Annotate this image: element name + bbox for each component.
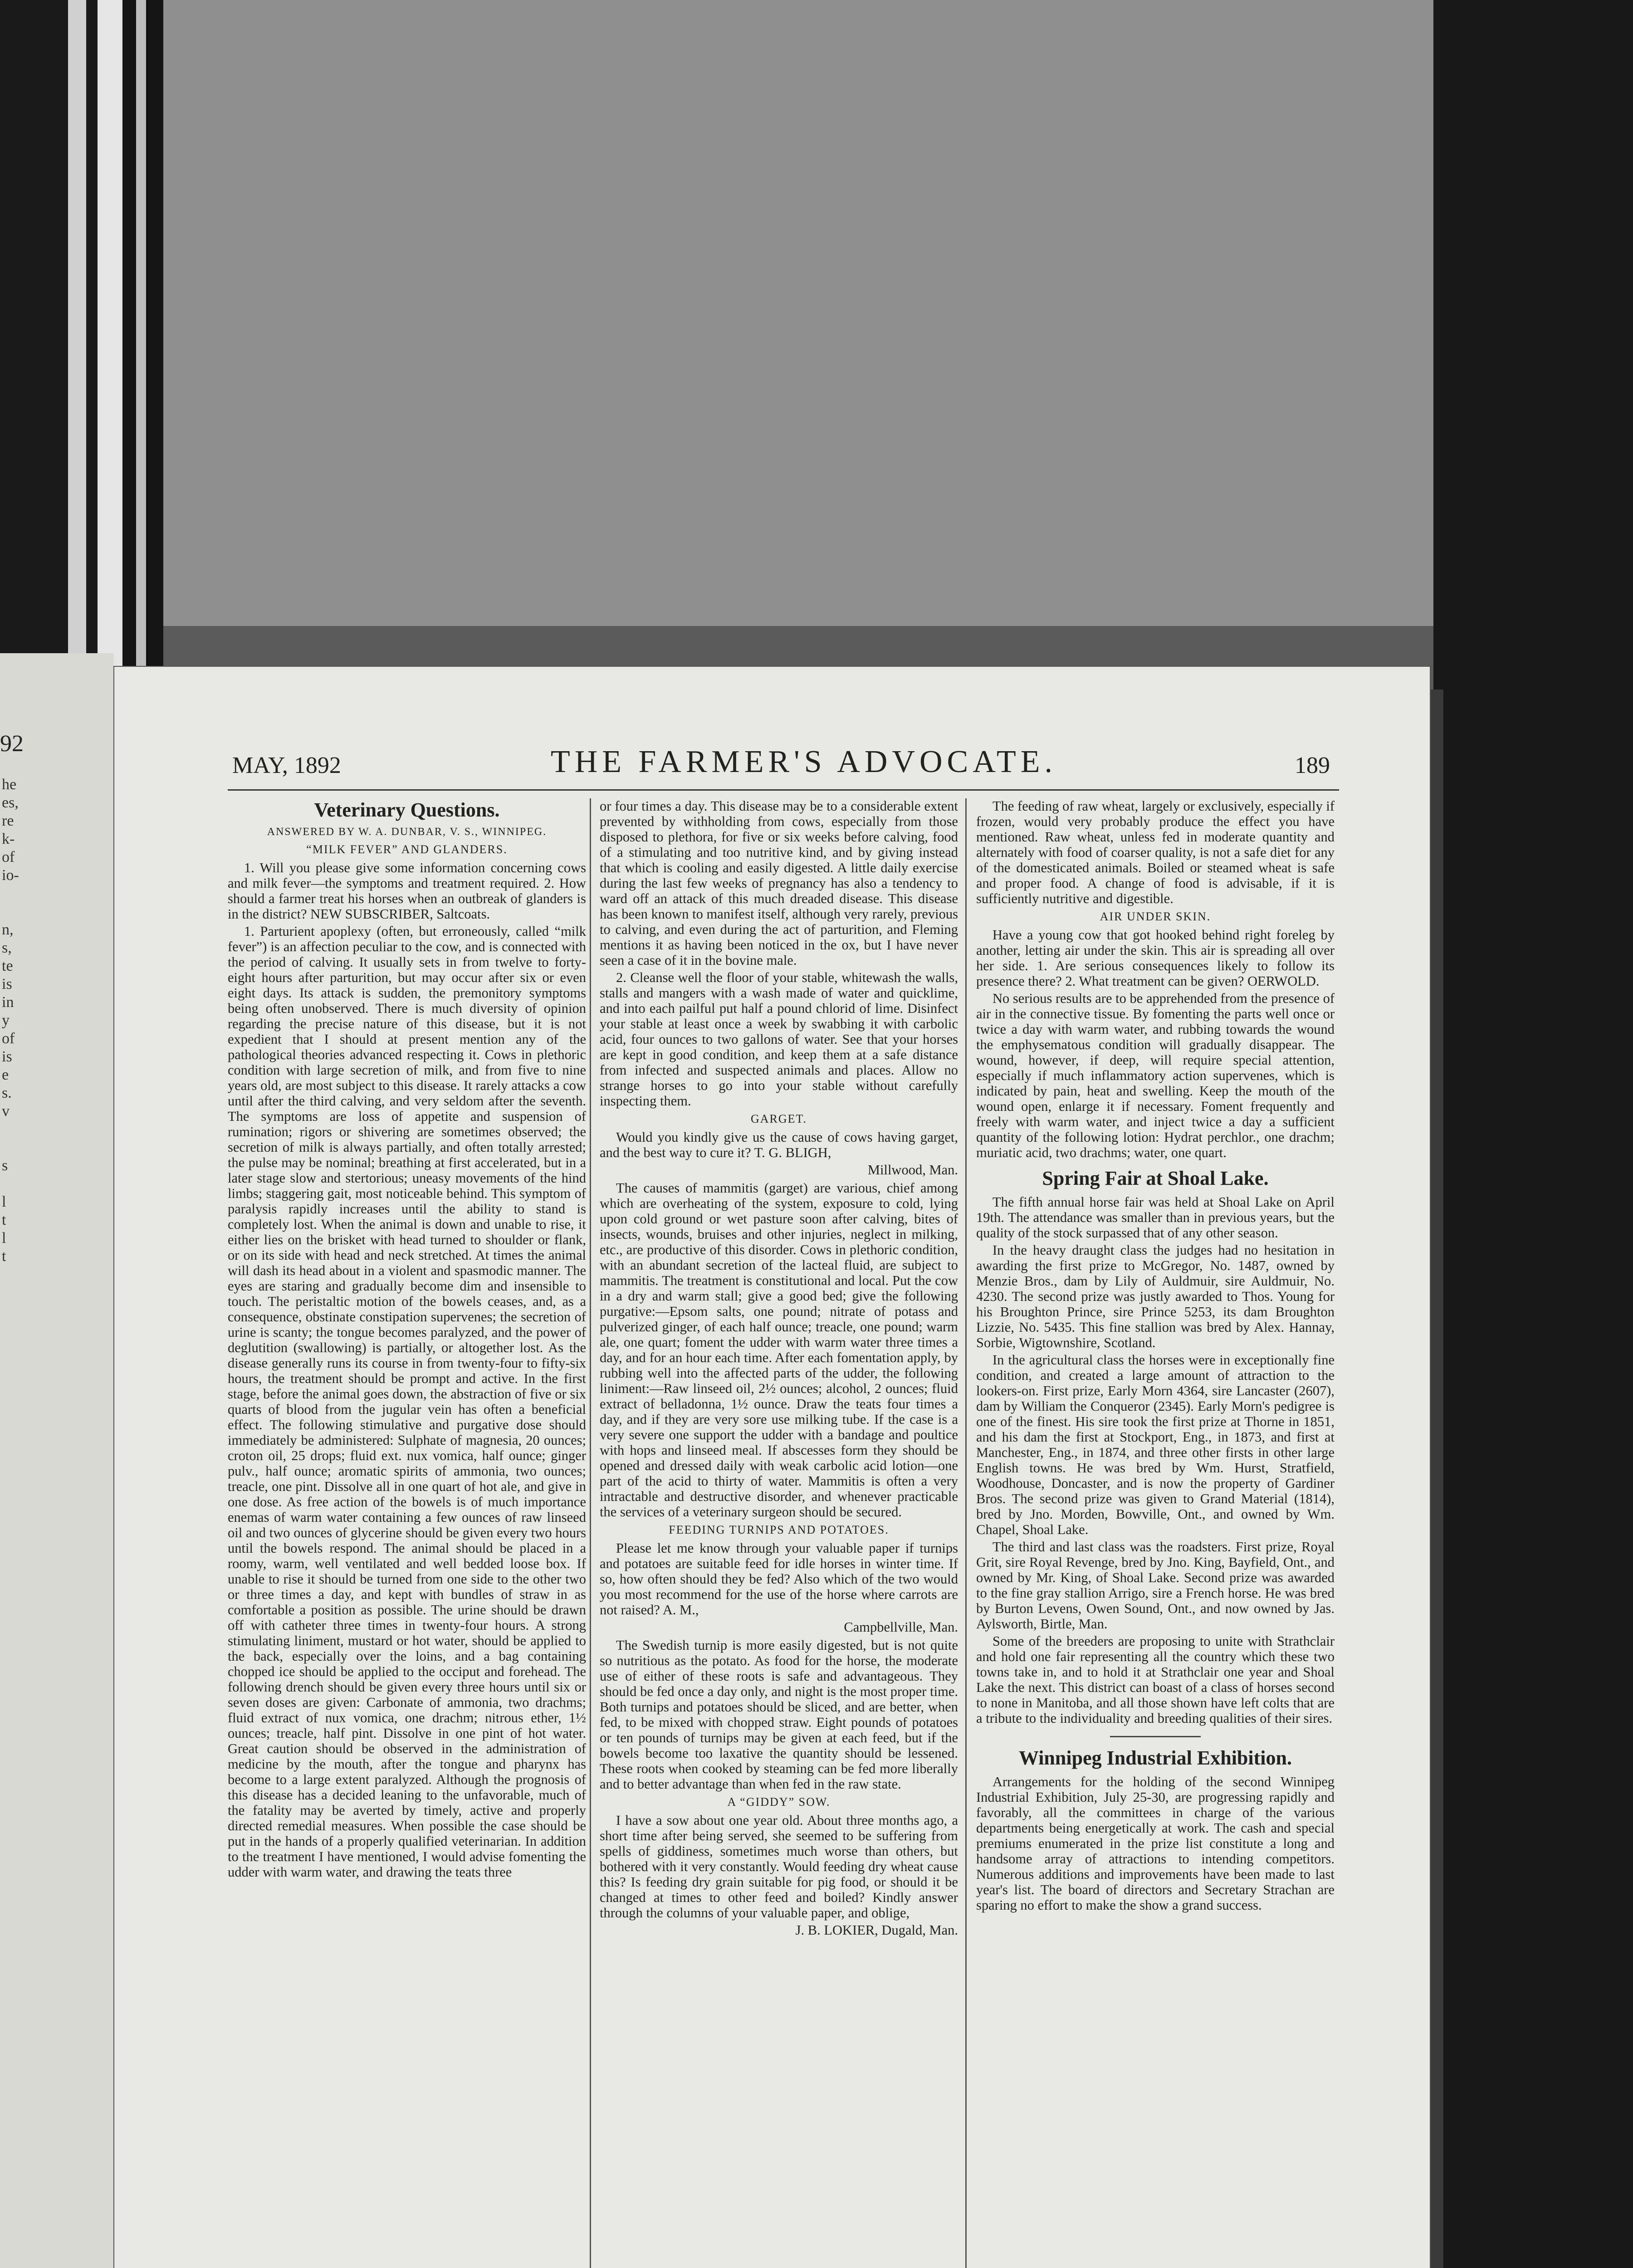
shoal-lake-paragraph: The fifth annual horse fair was held at Shoal Lake on April 19th. The attendance was smaller than in previous years, but the quality of the stock surpassed that of any other season.: [976, 1194, 1335, 1241]
previous-page-fragment: l: [2, 1230, 6, 1246]
previous-page-fragment: y: [2, 1012, 10, 1029]
previous-page-fragment: of: [2, 1030, 15, 1047]
continued-paragraph: or four times a day. This disease may be to a considerable extent prevented by withholding from cows, especially from those disposed to plethora, for five or six weeks before calving, food of a stimulating and too nutritive kind, and by giving instead that which is cooling and easily digested. A little daily exercise during the last few weeks of pregnancy has also a tendency to ward off an attack of this much dreaded disease. This disease has been known to manifest itself, although very rarely, previous to calving, and even during the act of parturition, and Fleming mentions it as having been noticed in the ox, but I have never seen a case of it in the bovine male.: [600, 798, 958, 968]
scan-background-right: [1433, 0, 1633, 2268]
column-divider: [965, 798, 967, 2268]
previous-page-fragment: k-: [2, 831, 15, 847]
shoal-lake-paragraph: In the agricultural class the horses were in exceptionally fine condition, and created a large amount of attraction to the lookers-on. First prize, Early Morn 4364, sire Lancaster (2607), dam by William the Conqueror (2345). Early Morn's pedigree is one of the finest. His sire took the first prize at Thorne in 1851, and his dam the first at Stockport, Eng., in 1873, and first at Manchester, Eng., in 1874, and three other firsts in other large English towns. He was bred by Wm. Hurst, Stratfield, Woodhouse, Doncaster, and is now the property of Gardiner Bros. The second prize was given to Grand Material (1814), bred by Jno. Morden, Bowville, Ont., and owned by Wm. Chapel, Shoal Lake.: [976, 1352, 1335, 1537]
previous-page-fragment: e: [2, 1066, 9, 1083]
masthead-title: THE FARMER'S ADVOCATE.: [550, 744, 1057, 779]
newspaper-page: [114, 667, 1430, 2268]
page-number: 189: [1295, 753, 1330, 778]
subheading-turnips: FEEDING TURNIPS AND POTATOES.: [669, 1523, 889, 1536]
previous-page-fragment: [2, 1139, 29, 1157]
subheading-milk-fever: “MILK FEVER” AND GLANDERS.: [306, 843, 508, 856]
garget-question: Would you kindly give us the cause of cows having garget, and the best way to cure it? T. G. BLIGH,: [600, 1129, 958, 1160]
issue-date: MAY, 1892: [232, 753, 341, 778]
previous-page-fragment: re: [2, 812, 14, 829]
previous-page-fragment: is: [2, 1048, 12, 1065]
section-divider: [1110, 1736, 1201, 1737]
column-1: [228, 798, 586, 2268]
previous-page-text-fragments: [2, 776, 29, 1266]
previous-page-fragment: n,: [2, 921, 14, 938]
sow-signature: J. B. LOKIER, Dugald, Man.: [795, 1922, 958, 1938]
previous-page-fragment: [2, 885, 29, 903]
column-divider: [590, 798, 591, 2268]
previous-page-fragment: l: [2, 1193, 6, 1210]
previous-page-fragment: [2, 903, 29, 921]
subheading-air-under-skin: AIR UNDER SKIN.: [1100, 910, 1211, 923]
shoal-lake-paragraph: Some of the breeders are proposing to unite with Strathclair and hold one fair representing all the country which these two towns take in, and to hold it at Strathclair one year and Shoal Lake the next. This district can boast of a class of horses second to none in Manitoba, and all those shown have left colts that are a tribute to the individuality and breeding qualities of their sires.: [976, 1633, 1335, 1726]
section-heading-winnipeg-exhibition: Winnipeg Industrial Exhibition.: [1019, 1747, 1292, 1769]
glanders-answer: 2. Cleanse well the floor of your stable, whitewash the walls, stalls and mangers with a wash made of water and quicklime, and into each pailful put half a pound chlorid of lime. Disinfect your stable at least once a week by swabbing it with carbolic acid, four ounces to two gallons of water. See that your horses are kept in good condition, and keep them at a safe distance from infected and suspected animals and places. Allow no strange horses to go into your stable without carefully inspecting them.: [600, 970, 958, 1109]
previous-page-fragment: te: [2, 958, 13, 974]
previous-page-fragment: io-: [2, 867, 19, 884]
subheading-giddy-sow: A “GIDDY” SOW.: [727, 1795, 831, 1809]
sow-answer: The feeding of raw wheat, largely or exclusively, especially if frozen, would very probably produce the effect you have mentioned. Raw wheat, unless fed in moderate quantity and alternately with food of coarser quality, is not a safe diet for any of the domesticated animals. Boiled or steamed wheat is safe and proper food. A change of food is advisable, if it is sufficiently nutritive and digestible.: [976, 798, 1335, 906]
previous-page-fragment: t: [2, 1212, 6, 1228]
air-answer: No serious results are to be apprehended from the presence of air in the connective tissue. By fomenting the parts well once or twice a day with warm water, and rubbing towards the wound the emphysematous condition will gradually disappear. The wound, however, if deep, will require special attention, especially if much inflammatory action supervenes, which is indicated by pain, heat and swelling. Keep the mouth of the wound open, enlarge it if necessary. Foment frequently and freely with warm water, and inject twice a day a sufficient quantity of the following lotion: Hydrat perchlor., one drachm; muriatic acid, two drachms; water, one quart.: [976, 991, 1335, 1160]
previous-page-fragment: s: [2, 1157, 8, 1174]
previous-page-fragment: v: [2, 1103, 10, 1119]
page-header: [232, 744, 1330, 785]
garget-answer: The causes of mammitis (garget) are various, chief among which are overheating of the system, exposure to cold, lying upon cold ground or wet pasture soon after calving, bites of insects, wounds, bruises and other injuries, neglect in milking, etc., are productive of this disorder. Cows in plethoric condition, with an abundant secretion of the lacteal fluid, are subject to mammitis. The treatment is constitutional and local. Put the cow in a dry and warm stall; give a good bed; give the following purgative:—Epsom salts, one pound; nitrate of potass and pulverized ginger, of each half ounce; treacle, one pound; warm ale, one quart; foment the udder with warm water three times a day, and for an hour each time. After each fomentation apply, by rubbing well into the affected parts of the udder, the following liniment:—Raw linseed oil, 2½ ounces; alcohol, 2 ounces; fluid extract of belladonna, 1½ ounce. Draw the teats four times a day, and if they are very sore use milking tube. If the case is a very severe one support the udder with a bandage and poultice with hops and linseed meal. If abscesses form they should be opened and dressed daily with weak carbolic acid lotion—one part of the acid to thirty of water. Mammitis is often a very intractable and destructive disorder, and whenever practicable the services of a veterinary surgeon should be secured.: [600, 1180, 958, 1520]
sow-question: I have a sow about one year old. About three months ago, a short time after being served, she seemed to be suffering from spells of giddiness, sometimes much worse than others, but bothered with it very constantly. Would feeding dry wheat cause this? Is feeding dry grain suitable for pig food, or should it be changed at times to other feed and boiled? Kindly answer through the columns of your valuable paper, and oblige,: [600, 1813, 958, 1921]
exhibition-paragraph: Arrangements for the holding of the second Winnipeg Industrial Exhibition, July 25-30, are progressing rapidly and favorably, all the committees in charge of the various departments being energetically at work. The cash and special premiums enumerated in the prize list constitute a long and handsome array of attractions to intending competitors. Numerous additions and improvements have been made to last year's list. The board of directors and Secretary Strachan are sparing no effort to make the show a grand success.: [976, 1774, 1335, 1913]
column-2: [600, 798, 958, 2268]
header-rule: [228, 789, 1339, 791]
garget-signature: Millwood, Man.: [867, 1162, 958, 1178]
previous-page-fragment: is: [2, 976, 12, 992]
section-heading-veterinary: Veterinary Questions.: [314, 799, 500, 821]
previous-page-fragment: [2, 1175, 29, 1193]
scan-background-top: [163, 0, 1479, 671]
shoal-lake-paragraph: In the heavy draught class the judges had no hesitation in awarding the first prize to McGregor, No. 1487, owned by Menzie Bros., dam by Lily of Auldmuir, sire Auldmuir, No. 4230. The second prize was justly awarded to Thos. Young for his Broughton Prince, sire Prince 5253, its dam Broughton Lizzie, No. 5435. This fine stallion was bred by Alex. Hannay, Sorbie, Wigtownshire, Scotland.: [976, 1242, 1335, 1350]
previous-page-fragment: in: [2, 994, 14, 1011]
previous-page-number: 92: [0, 731, 24, 757]
previous-page-edge: [0, 653, 113, 2268]
page-shadow: [1430, 689, 1443, 2268]
answer-paragraph: 1. Parturient apoplexy (often, but erroneously, called “milk fever”) is an affection peculiar to the cow, and is connected with the period of calving. It usually sets in from twelve to forty-eight hours after parturition, but may occur after six or even eight days. Its attack is sudden, the premonitory symptoms being often unobserved. There is much diversity of opinion regarding the precise nature of this disease, but it is not expedient that I should at present mention any of the pathological theories advanced respecting it. Cows in plethoric condition with large secretion of milk, and from five to nine years old, are most subject to this disease. It rarely attacks a cow until after the third calving, and very seldom after the seventh. The symptoms are loss of appetite and suspension of rumination; rigors or shivering are sometimes observed; the secretion of milk is always partially, and often totally arrested; the pulse may be nominal; breathing at first accelerated, but in a later stage slow and stertorious; uneasy movements of the hind limbs; staggering gait, most noticeable behind. This symptom of paralysis rapidly increases until the ability to stand is completely lost. When the animal is down and unable to rise, it either lies on the brisket with head turned to shoulder or flank, or on its side with head and neck stretched. At times the animal will dash its head about in a violent and spasmodic manner. The eyes are staring and gradually become dim and insensible to touch. The peristaltic motion of the bowels ceases, and, as a consequence, obstinate constipation supervenes; the secretion of urine is scanty; the tongue becomes paralyzed, and the power of deglutition (swallowing) is partially, or altogether lost. As the disease generally runs its course in from twenty-four to fifty-six hours, the treatment should be prompt and active. In the first stage, before the animal goes down, the abstraction of five or six quarts of blood from the jugular vein has often a beneficial effect. The following stimulative and purgative dose should immediately be administered: Sulphate of magnesia, 20 ounces; croton oil, 25 drops; fluid ext. nux vomica, half ounce; ginger pulv., half ounce; aromatic spirits of ammonia, two ounces; treacle, one pint. Dissolve all in one quart of hot ale, and give in one dose. As free action of the bowels is of much importance enemas of warm water containing a few ounces of raw linseed oil and two ounces of glycerine should be given every two hours until the bowels respond. The animal should be placed in a roomy, warm, well ventilated and well bedded loose box. If unable to rise it should be turned from one side to the other two or three times a day, and kept with bundles of straw in as comfortable a position as possible. The urine should be drawn off with catheter three times in twenty-four hours. A strong stimulating liniment, mustard or hot water, should be applied to the back, especially over the loins, and a bag containing chopped ice should be applied to the occiput and forehead. The following drench should be given every three hours until six or seven doses are given: Carbonate of ammonia, two drachms; fluid extract of nux vomica, one drachm; nitrous ether, 1½ ounces; treacle, half pint. Dissolve in one pint of hot water. Great caution should be observed in the administration of medicine by the mouth, after the tongue and pharynx has become to a large extent paralyzed. Although the prognosis of this disease has a decided leaning to the unfavorable, much of the fatality may be averted by timely, active and properly directed remedial measures. When possible the case should be put in the hands of a properly qualified veterinarian. In addition to the treatment I have mentioned, I would advise fomenting the udder with warm water, and drawing the teats three: [228, 924, 586, 1880]
subheading-garget: GARGET.: [750, 1112, 807, 1125]
question-paragraph: 1. Will you please give some information concerning cows and milk fever—the symptoms and treatment required. 2. How should a farmer treat his horses when an outbreak of glanders is in the district? NEW SUBSCRIBER, Saltcoats.: [228, 860, 586, 922]
previous-page-fragment: he: [2, 776, 17, 793]
previous-page-fragment: s,: [2, 939, 12, 956]
turnips-signature: Campbellville, Man.: [844, 1619, 958, 1635]
column-3: [976, 798, 1335, 2268]
previous-page-fragment: [2, 1120, 29, 1139]
air-question: Have a young cow that got hooked behind right foreleg by another, letting air under the skin. This air is spreading all over her side. 1. Are serious consequences likely to follow its presence there? 2. What treatment can be given? OERWOLD.: [976, 927, 1335, 989]
turnips-question: Please let me know through your valuable paper if turnips and potatoes are suitable feed for idle horses in winter time. If so, how often should they be fed? Also which of the two would you most recommend for the use of the horse where carrots are not raised? A. M.,: [600, 1540, 958, 1618]
shoal-lake-paragraph: The third and last class was the roadsters. First prize, Royal Grit, sire Royal Revenge, bred by Jno. King, Bayfield, Ont., and owned by Mr. King, of Shoal Lake. Second prize was awarded to the fine gray stallion Arrigo, sire a French horse. He was bred by Burton Levens, Owen Sound, Ont., and now owned by Jas. Aylsworth, Birtle, Man.: [976, 1539, 1335, 1632]
previous-page-fragment: of: [2, 849, 15, 865]
previous-page-fragment: es,: [2, 794, 19, 811]
byline: ANSWERED BY W. A. DUNBAR, V. S., WINNIPEG.: [267, 826, 547, 838]
section-heading-shoal-lake: Spring Fair at Shoal Lake.: [1042, 1167, 1269, 1189]
previous-page-fragment: t: [2, 1248, 6, 1265]
turnips-answer: The Swedish turnip is more easily digested, but is not quite so nutritious as the potato. As food for the horse, the moderate use of either of these roots is safe and advantageous. They should be fed once a day only, and night is the most proper time. Both turnips and potatoes should be sliced, and are better, when fed, to be mixed with chopped straw. Eight pounds of potatoes or ten pounds of turnips may be given at each feed, but if the bowels become too laxative the quantity should be lessened. These roots when cooked by steaming can be fed more liberally and to better advantage than when fed in the raw state.: [600, 1637, 958, 1792]
previous-page-fragment: s.: [2, 1085, 12, 1101]
